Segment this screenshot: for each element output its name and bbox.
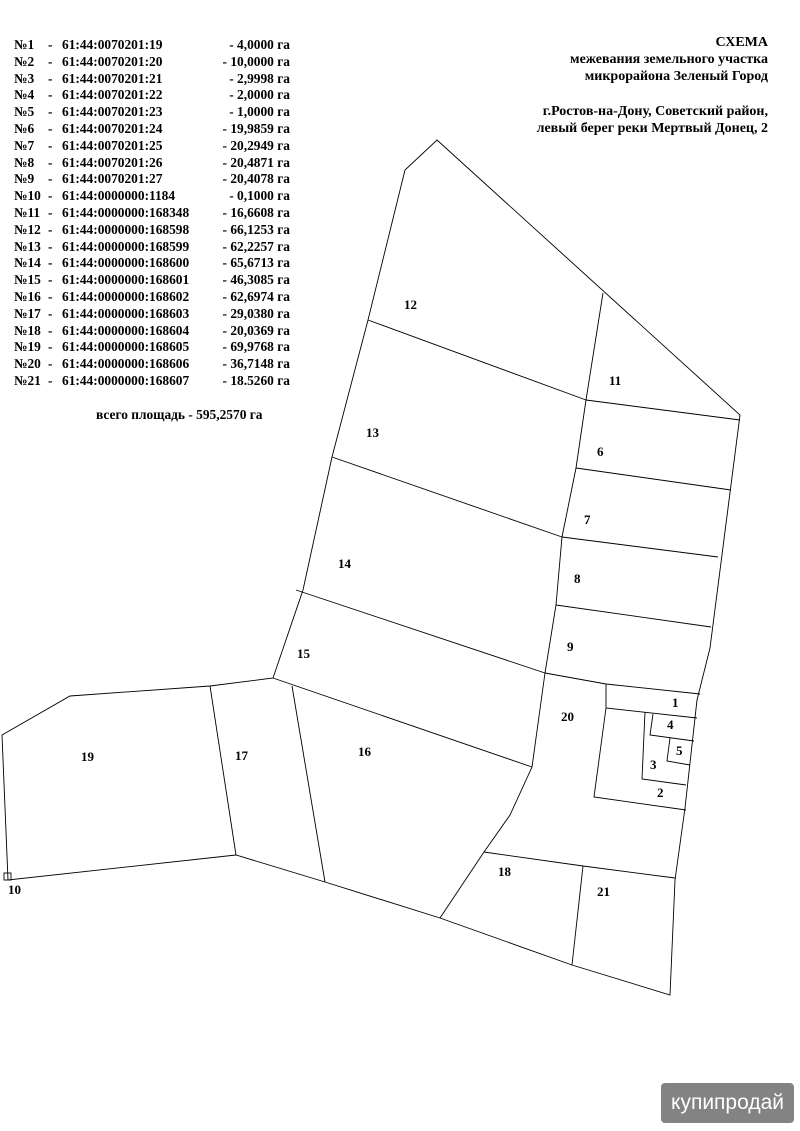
parcel-cadastral-code: 61:44:0000000:168603 — [62, 305, 190, 321]
parcel-area: - 20,4078 га — [222, 171, 290, 187]
parcel-dash: - — [48, 37, 53, 52]
boundary-14-15 — [296, 590, 545, 673]
parcel-area: - 20,0369 га — [222, 322, 290, 338]
parcel-area: - 69,9768 га — [222, 339, 290, 355]
parcel-area: - 20,2949 га — [222, 137, 290, 153]
boundary-18-20 — [484, 852, 675, 878]
boundary-16-18 — [440, 852, 484, 918]
watermark-text: купипродай — [671, 1091, 784, 1114]
parcel-cadastral-code: 61:44:0070201:21 — [62, 70, 163, 86]
boundary-18-21 — [572, 866, 583, 965]
parcel-dash: - — [48, 104, 53, 120]
parcel-number: №3 — [14, 70, 35, 86]
parcel-area: - 2,9998 га — [229, 70, 290, 86]
title-line-1: СХЕМА — [715, 35, 768, 50]
parcel-dash: - — [48, 154, 53, 170]
parcel-cadastral-code: 61:44:0000000:168599 — [62, 238, 190, 254]
boundary-8-9 — [556, 605, 711, 627]
map-label-6: 6 — [597, 444, 604, 459]
parcel-dash: - — [48, 272, 53, 288]
boundary-11-12 — [586, 293, 603, 400]
parcel-dash: - — [48, 372, 53, 388]
parcel-area: - 65,6713 га — [222, 255, 290, 271]
parcel-dash: - — [48, 238, 53, 254]
parcel-number: №13 — [14, 238, 41, 254]
parcel-cadastral-code: 61:44:0000000:168348 — [62, 204, 190, 220]
parcel-area: - 29,0380 га — [222, 305, 290, 321]
parcel-number: №1 — [14, 37, 35, 52]
parcel-cadastral-code: 61:44:0070201:23 — [62, 104, 163, 120]
parcel-area: - 20,4871 га — [222, 154, 290, 170]
parcel-number: №5 — [14, 104, 35, 120]
parcel-cadastral-code: 61:44:0000000:168606 — [62, 356, 190, 372]
parcel-number: №6 — [14, 120, 35, 136]
parcel-area: - 62,2257 га — [222, 238, 290, 254]
map-label-12: 12 — [404, 297, 417, 312]
map-label-7: 7 — [584, 512, 591, 527]
map-label-2: 2 — [657, 785, 664, 800]
parcel-dash: - — [48, 288, 53, 304]
parcel-number: №15 — [14, 272, 41, 288]
boundary-6-7 — [576, 468, 731, 490]
parcel-cadastral-code: 61:44:0070201:25 — [62, 137, 163, 153]
parcel-cadastral-code: 61:44:0000000:168598 — [62, 221, 190, 237]
parcel-number: №20 — [14, 356, 41, 372]
boundary-11-6 — [586, 400, 740, 420]
map-label-3: 3 — [650, 757, 657, 772]
map-label-4: 4 — [667, 717, 674, 732]
parcel-number: №9 — [14, 171, 35, 187]
boundary-15-16 — [273, 678, 532, 767]
map-label-19: 19 — [81, 749, 94, 764]
boundary-12-13 — [368, 320, 586, 400]
map-label-9: 9 — [567, 639, 574, 654]
parcel-area: - 1,0000 га — [229, 104, 290, 120]
parcel-dash: - — [48, 322, 53, 338]
parcel-number: №2 — [14, 53, 35, 69]
map-label-5: 5 — [676, 743, 683, 758]
parcel-area: - 4,0000 га — [229, 37, 290, 52]
parcel-number: №8 — [14, 154, 35, 170]
parcel-number: №7 — [14, 137, 35, 153]
parcel-boundaries — [2, 137, 740, 995]
parcel-dash: - — [48, 87, 53, 103]
boundary-16-17 — [292, 686, 325, 882]
watermark-logo — [661, 1083, 794, 1123]
parcel-cadastral-code: 61:44:0000000:168601 — [62, 272, 190, 288]
boundary-9-20 — [545, 673, 700, 694]
map-label-18: 18 — [498, 864, 511, 879]
map-label-8: 8 — [574, 571, 581, 586]
boundary-13-14 — [332, 457, 562, 537]
parcel-dash: - — [48, 171, 53, 187]
parcel-dash: - — [48, 188, 53, 204]
boundary-17-19 — [210, 686, 236, 855]
parcel-cadastral-code: 61:44:0000000:168604 — [62, 322, 190, 338]
parcel-dash: - — [48, 120, 53, 136]
outer-boundary — [2, 137, 740, 995]
parcel-number: №12 — [14, 221, 41, 237]
parcel-area: - 16,6608 га — [222, 204, 290, 220]
parcel-cadastral-code: 61:44:0000000:1184 — [62, 188, 176, 204]
title-line-4: г.Ростов-на-Дону, Советский район, — [542, 104, 768, 119]
parcel-dash: - — [48, 53, 53, 69]
parcel-area: - 46,3085 га — [222, 272, 290, 288]
boundary-16-20 — [484, 673, 545, 852]
parcel-area: - 0,1000 га — [229, 188, 290, 204]
parcel-cadastral-code: 61:44:0000000:168607 — [62, 372, 190, 388]
parcel-number: №14 — [14, 255, 41, 271]
parcel-area: - 2,0000 га — [229, 87, 290, 103]
title-line-3: микрорайона Зеленый Город — [584, 69, 768, 84]
parcel-cadastral-code: 61:44:0070201:26 — [62, 154, 163, 170]
parcel-dash: - — [48, 339, 53, 355]
parcel-dash: - — [48, 204, 53, 220]
parcel-dash: - — [48, 356, 53, 372]
parcel-cadastral-code: 61:44:0070201:27 — [62, 171, 163, 187]
map-label-15: 15 — [297, 646, 310, 661]
parcel-number: №10 — [14, 188, 41, 204]
parcel-number: №19 — [14, 339, 41, 355]
parcel-cadastral-code: 61:44:0070201:22 — [62, 87, 163, 103]
parcel-cadastral-code: 61:44:0000000:168605 — [62, 339, 190, 355]
parcel-area: - 19,9859 га — [222, 120, 290, 136]
parcel-number: №11 — [14, 204, 41, 220]
parcel-dash: - — [48, 137, 53, 153]
map-label-13: 13 — [366, 425, 379, 440]
parcel-cadastral-code: 61:44:0000000:168600 — [62, 255, 190, 271]
total-area: всего площадь - 595,2570 га — [96, 407, 263, 422]
parcel-area: - 18.5260 га — [222, 372, 290, 388]
map-label-10: 10 — [8, 882, 21, 897]
parcel-area: - 36,7148 га — [222, 356, 290, 372]
map-label-21: 21 — [597, 884, 610, 899]
map-labels — [8, 297, 683, 899]
parcel-cadastral-code: 61:44:0070201:20 — [62, 53, 163, 69]
parcel-number: №17 — [14, 305, 41, 321]
title-line-5: левый берег реки Мертвый Донец, 2 — [536, 121, 768, 136]
parcel-cadastral-code: 61:44:0000000:168602 — [62, 288, 190, 304]
parcel-number: №21 — [14, 372, 41, 388]
parcel-dash: - — [48, 221, 53, 237]
parcel-number: №18 — [14, 322, 41, 338]
parcel-area: - 62,6974 га — [222, 288, 290, 304]
boundary-7-8 — [562, 537, 718, 557]
parcel-dash: - — [48, 255, 53, 271]
parcel-area: - 10,0000 га — [222, 53, 290, 69]
map-label-16: 16 — [358, 744, 371, 759]
parcel-dash: - — [48, 305, 53, 321]
parcel-area: - 66,1253 га — [222, 221, 290, 237]
parcel-number: №16 — [14, 288, 41, 304]
map-label-20: 20 — [561, 709, 574, 724]
map-label-14: 14 — [338, 556, 351, 571]
parcel-cadastral-code: 61:44:0070201:19 — [62, 37, 163, 52]
map-label-17: 17 — [235, 748, 248, 763]
map-label-1: 1 — [672, 695, 679, 710]
parcel-number: №4 — [14, 87, 35, 103]
boundary-east-column — [545, 400, 586, 673]
parcel-dash: - — [48, 70, 53, 86]
parcel-cadastral-code: 61:44:0070201:24 — [62, 120, 163, 136]
map-label-11: 11 — [609, 373, 622, 388]
title-line-2: межевания земельного участка — [570, 52, 768, 67]
